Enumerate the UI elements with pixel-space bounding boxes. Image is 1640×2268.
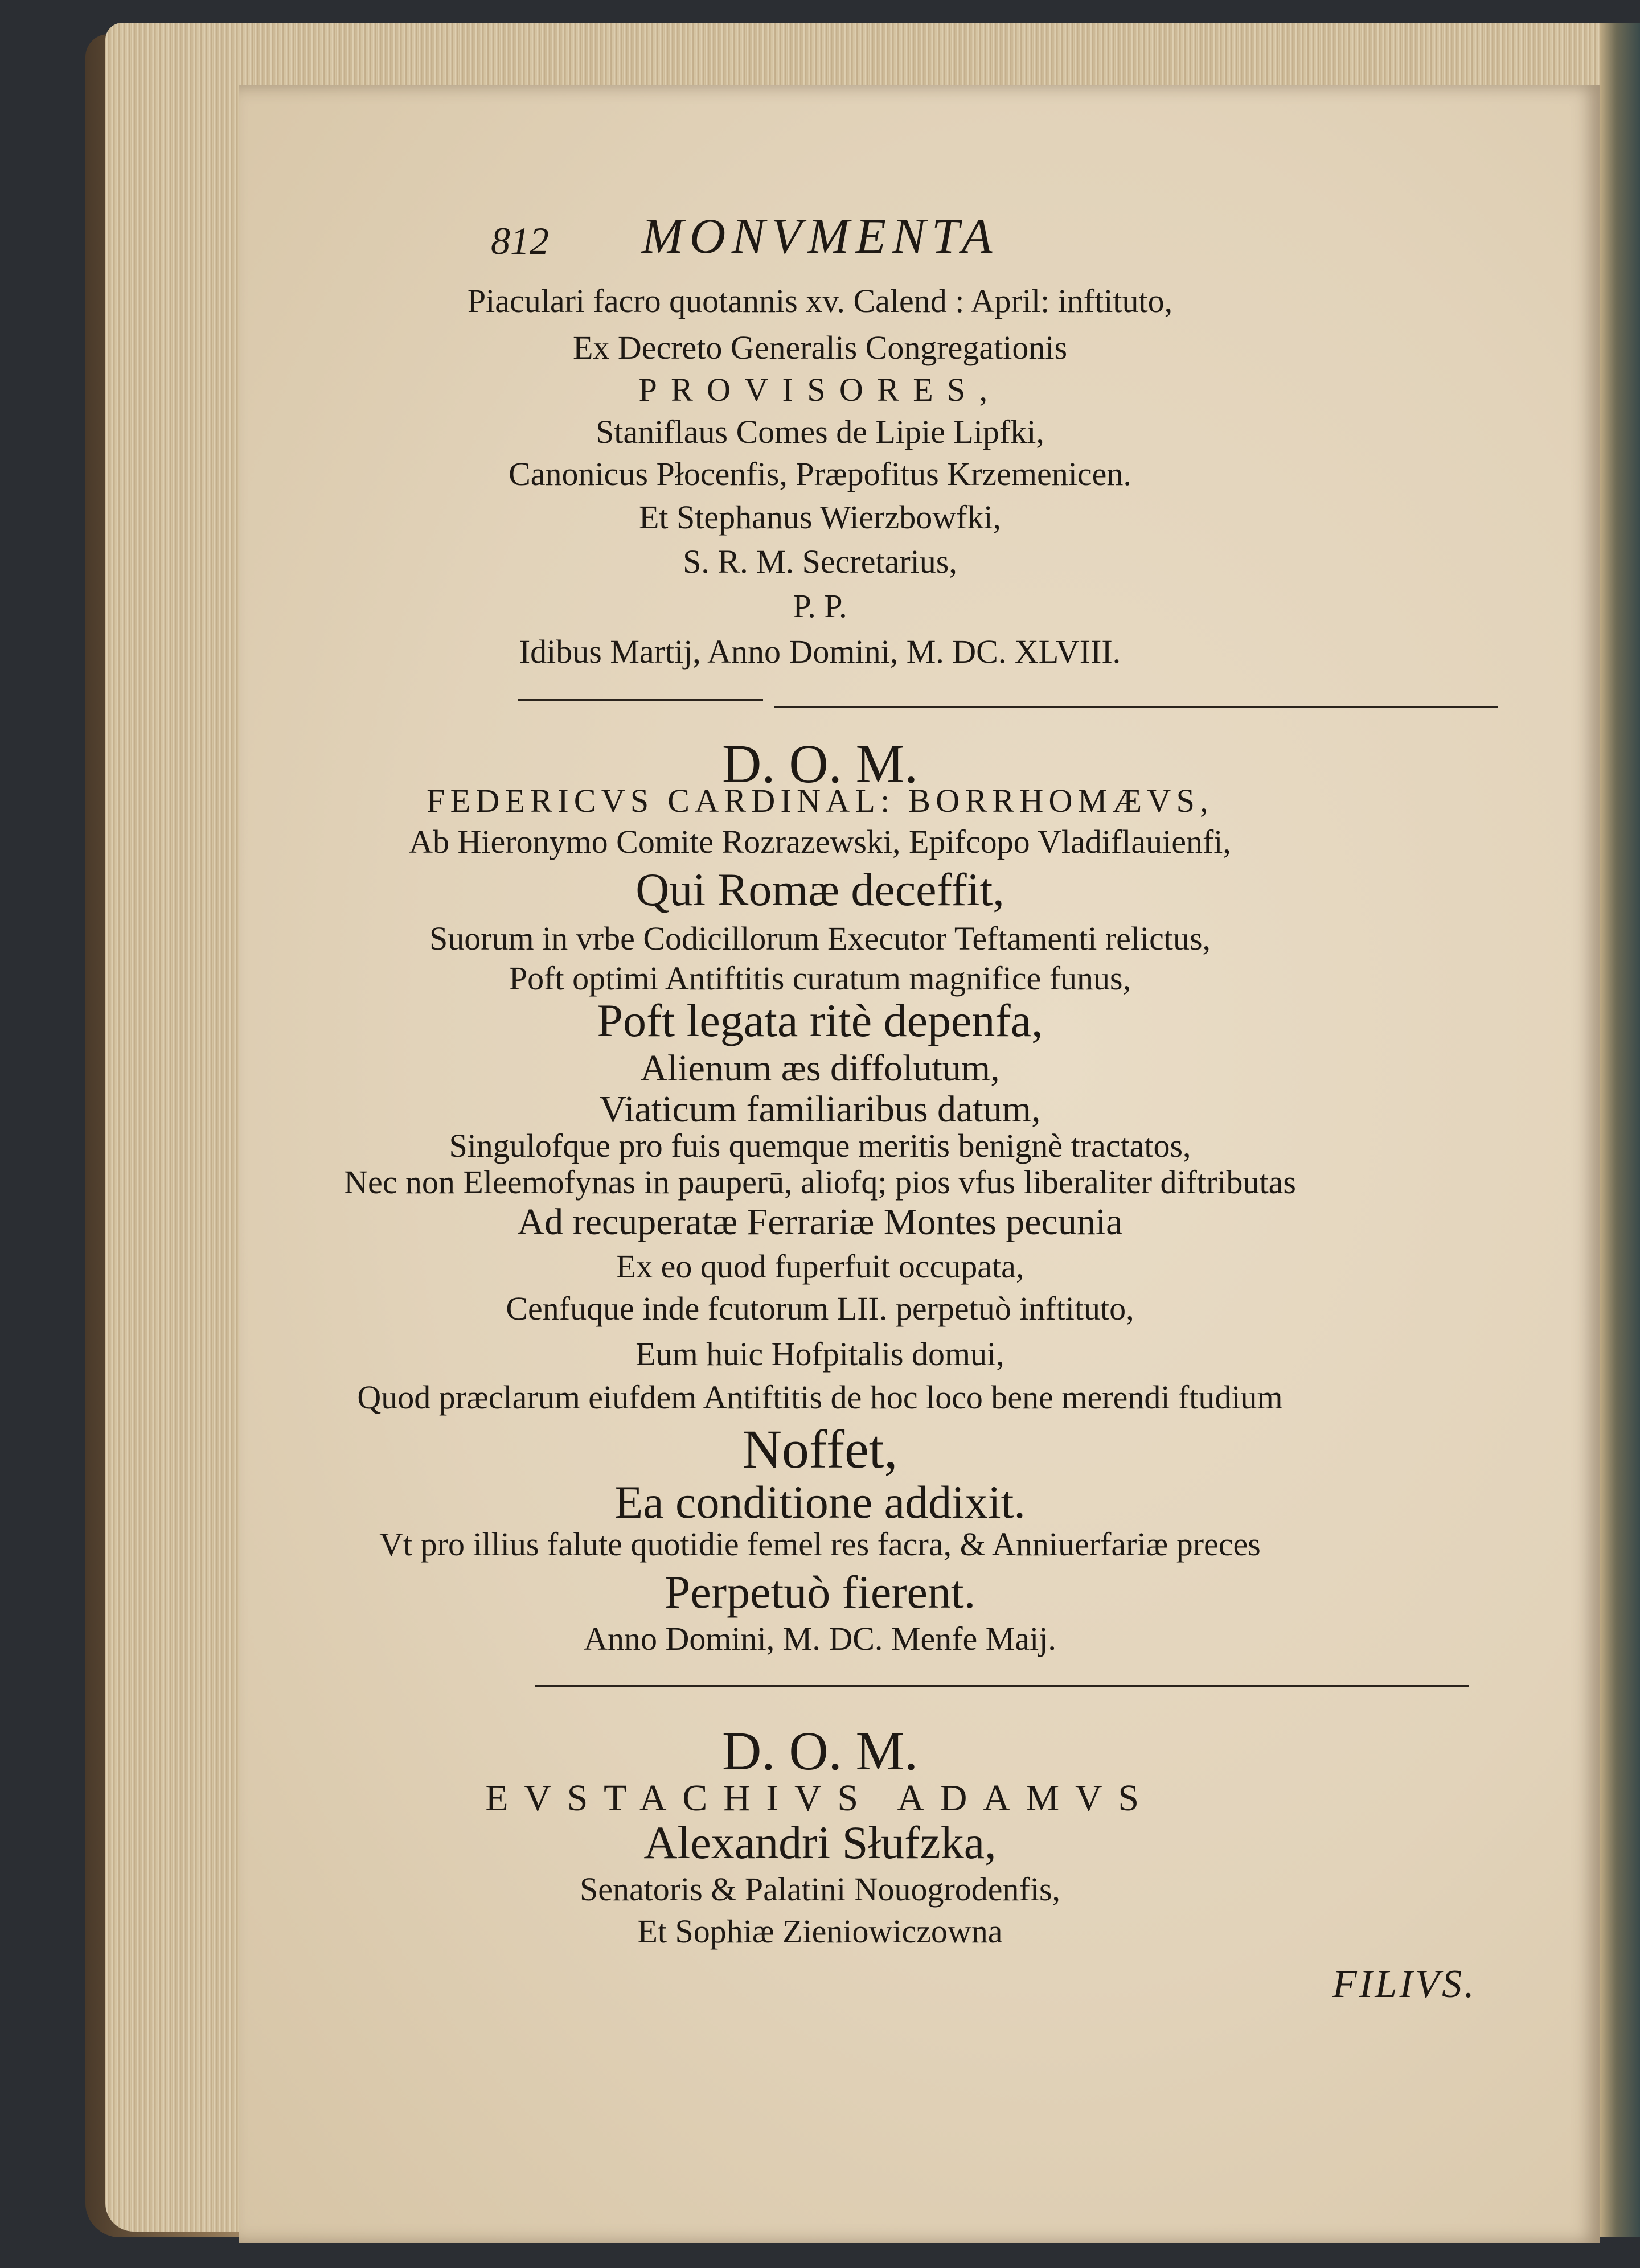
inscription-line: Qui Romæ deceffit, — [636, 864, 1004, 915]
divider-rule — [774, 706, 1498, 708]
inscription-line: Alienum æs diffolutum, — [640, 1047, 1000, 1089]
inscription-line: Staniflaus Comes de Lipie Lipfki, — [596, 413, 1044, 450]
divider-rule — [518, 699, 763, 701]
inscription-line: PROVISORES, — [638, 371, 1002, 408]
inscription-line: Idibus Martij, Anno Domini, M. DC. XLVIII. — [519, 633, 1121, 670]
inscription-line: Suorum in vrbe Codicillorum Executor Teftamenti relictus, — [429, 920, 1211, 957]
inscription-line: EVSTACHIVS ADAMVS — [485, 1777, 1155, 1819]
inscription-line: Canonicus Płocenfis, Præpofitus Krzemenicen. — [509, 455, 1131, 492]
inscription-line: Viaticum familiaribus datum, — [599, 1088, 1041, 1130]
inscription-line: Alexandri Słufzka, — [643, 1817, 997, 1868]
inscription-line: S. R. M. Secretarius, — [683, 543, 957, 580]
inscription-line: Piaculari facro quotannis xv. Calend : April: inftituto, — [467, 282, 1173, 319]
inscription-line: Eum huic Hofpitalis domui, — [636, 1336, 1004, 1373]
inscription-line: Ad recuperatæ Ferrariæ Montes pecunia — [517, 1201, 1123, 1243]
inscription-line: Senatoris & Palatini Nouogrodenfis, — [579, 1871, 1061, 1908]
inscription-line: Cenfuque inde fcutorum LII. perpetuò inftituto, — [506, 1290, 1134, 1327]
inscription-line: Ex Decreto Generalis Congregationis — [572, 329, 1068, 366]
inscription-line: Quod præclarum eiufdem Antiftitis de hoc loco bene merendi ftudium — [357, 1379, 1283, 1416]
inscription-line: Vt pro illius falute quotidie femel res facra, & Anniuerfariæ preces — [379, 1526, 1261, 1563]
running-head: MONVMENTA — [641, 209, 999, 264]
inscription-line: Poft optimi Antiftitis curatum magnifice funus, — [509, 960, 1131, 997]
catchword: FILIVS. — [1332, 1962, 1477, 2006]
inscription-line: Et Stephanus Wierzbowfki, — [638, 499, 1002, 536]
inscription-heading: D. O. M. — [721, 733, 918, 794]
inscription-line: Poft legata ritè depenfa, — [597, 995, 1043, 1046]
inscription-line: Nec non Eleemofynas in pauperū, aliofq; pios vfus liberaliter diftributas — [344, 1164, 1296, 1201]
inscription-line: Ea conditione addixit. — [614, 1476, 1026, 1528]
page-number: 812 — [491, 219, 549, 262]
inscription-heading: D. O. M. — [721, 1720, 918, 1781]
inscription-line: Anno Domini, M. DC. Menfe Maij. — [584, 1620, 1056, 1657]
inscription-line: Et Sophiæ Zieniowiczowna — [637, 1913, 1003, 1950]
inscription-line: Ab Hieronymo Comite Rozrazewski, Epifcopo Vladiflauienfi, — [409, 823, 1231, 860]
inscription-line: Singulofque pro fuis quemque meritis benignè tractatos, — [449, 1127, 1191, 1164]
inscription-line: Perpetuò fierent. — [664, 1566, 976, 1618]
inscription-line: P. P. — [793, 587, 847, 624]
inscription-line: Noffet, — [742, 1419, 898, 1480]
inscription-line: FEDERICVS CARDINAL: BORRHOMÆVS, — [427, 782, 1213, 819]
divider-rule — [535, 1685, 1469, 1687]
inscription-line: Ex eo quod fuperfuit occupata, — [616, 1248, 1024, 1285]
